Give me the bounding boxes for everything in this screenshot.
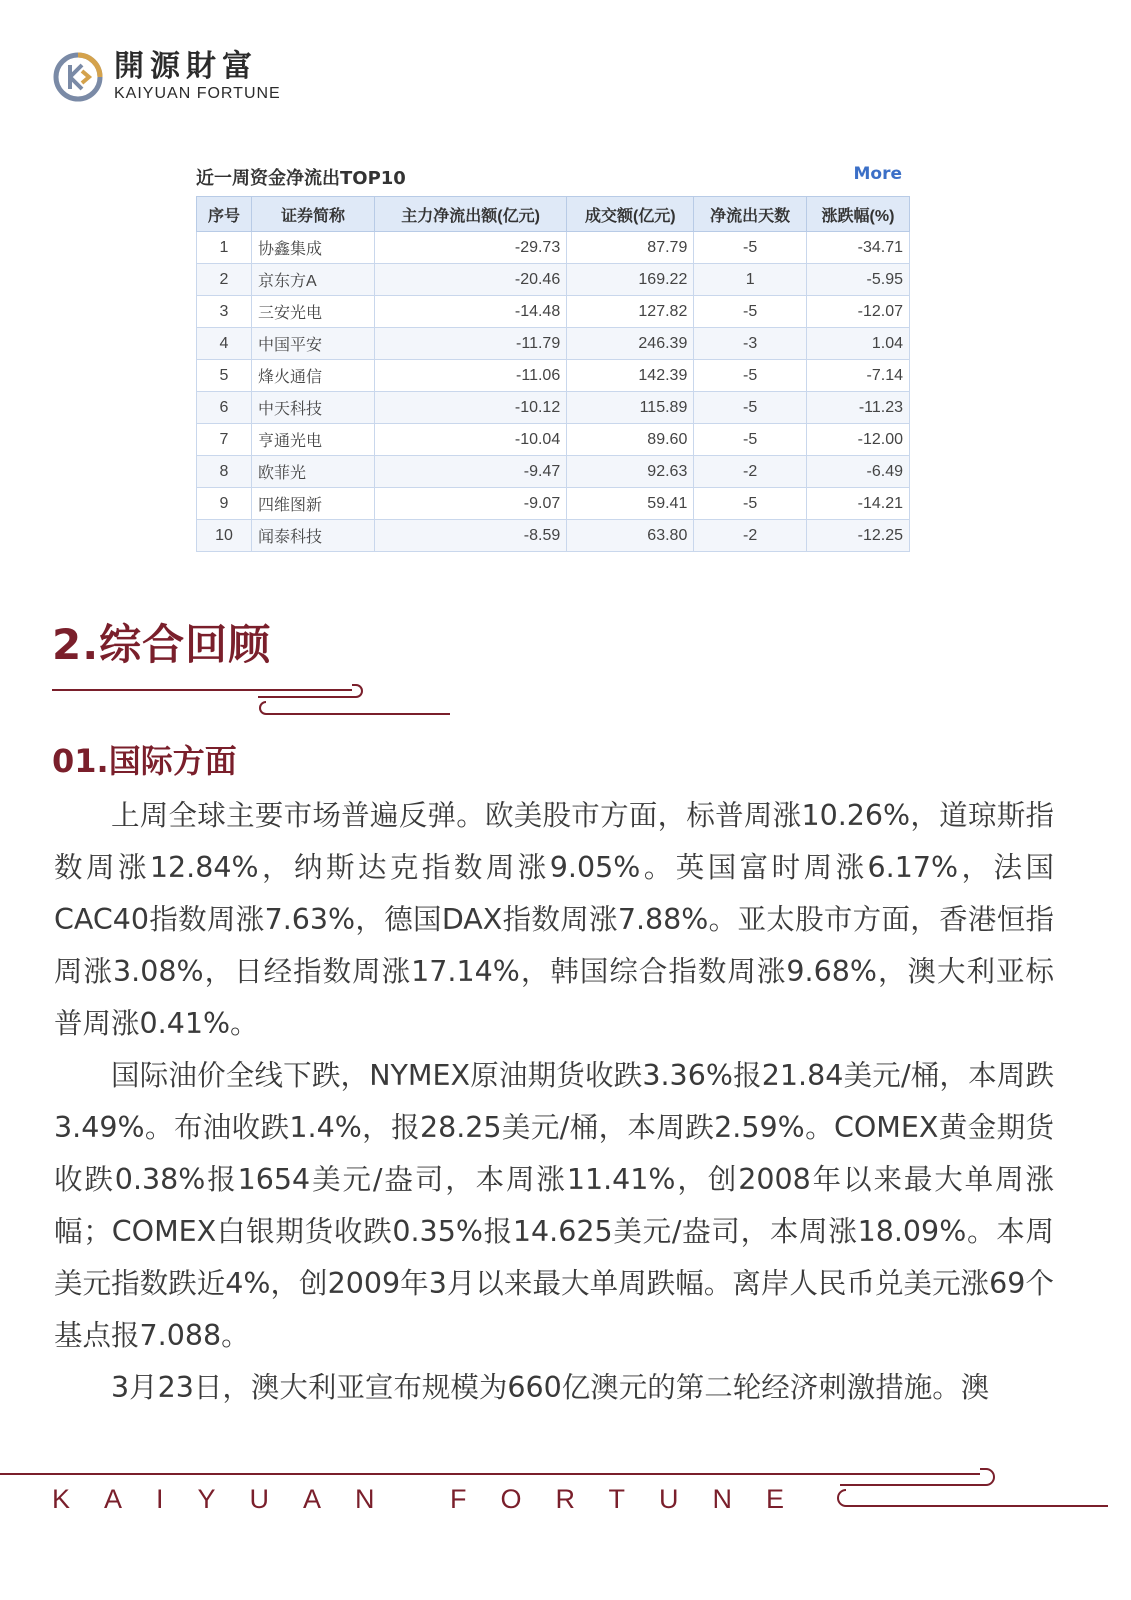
security-name-link[interactable]: 协鑫集成 xyxy=(252,232,375,264)
security-name-link[interactable]: 烽火通信 xyxy=(252,360,375,392)
turnover-value: 89.60 xyxy=(567,424,694,456)
turnover-value: 92.63 xyxy=(567,456,694,488)
security-name-link[interactable]: 四维图新 xyxy=(252,488,375,520)
col-header-name: 证券简称 xyxy=(252,197,375,232)
row-index: 2 xyxy=(197,264,252,296)
outflow-days-value: -5 xyxy=(694,296,807,328)
outflow-days-value: -3 xyxy=(694,328,807,360)
row-index: 3 xyxy=(197,296,252,328)
security-name-link[interactable]: 闻泰科技 xyxy=(252,520,375,552)
row-index: 1 xyxy=(197,232,252,264)
table-row xyxy=(197,232,910,264)
security-name-link[interactable]: 欧菲光 xyxy=(252,456,375,488)
row-index: 6 xyxy=(197,392,252,424)
table-row xyxy=(197,488,910,520)
logo-mark-icon xyxy=(52,51,104,103)
net-outflow-value: -9.47 xyxy=(375,456,567,488)
outflow-days-value: -5 xyxy=(694,424,807,456)
row-index: 8 xyxy=(197,456,252,488)
change-value: -11.23 xyxy=(806,392,909,424)
net-outflow-value: -10.04 xyxy=(375,424,567,456)
row-index: 7 xyxy=(197,424,252,456)
change-value: -5.95 xyxy=(806,264,909,296)
turnover-value: 115.89 xyxy=(567,392,694,424)
more-link[interactable]: More xyxy=(853,164,902,184)
security-name-link[interactable]: 中天科技 xyxy=(252,392,375,424)
turnover-value: 169.22 xyxy=(567,264,694,296)
col-header-outflow-days: 净流出天数 xyxy=(694,197,807,232)
outflow-days-value: -2 xyxy=(694,456,807,488)
change-value: -12.25 xyxy=(806,520,909,552)
security-name-link[interactable]: 三安光电 xyxy=(252,296,375,328)
col-header-index: 序号 xyxy=(197,197,252,232)
brand-logo xyxy=(52,50,281,104)
row-index: 9 xyxy=(197,488,252,520)
col-header-net-outflow: 主力净流出额(亿元) xyxy=(375,197,567,232)
section-title: 2.综合回顾 xyxy=(52,620,272,669)
net-outflow-value: -11.79 xyxy=(375,328,567,360)
security-name-link[interactable]: 京东方A xyxy=(252,264,375,296)
footer xyxy=(0,1468,1131,1528)
body-text xyxy=(54,790,1054,1414)
outflow-days-value: -2 xyxy=(694,520,807,552)
row-index: 10 xyxy=(197,520,252,552)
outflow-days-value: 1 xyxy=(694,264,807,296)
net-outflow-value: -29.73 xyxy=(375,232,567,264)
change-value: -6.49 xyxy=(806,456,909,488)
section-divider xyxy=(52,684,452,718)
security-name-link[interactable]: 亨通光电 xyxy=(252,424,375,456)
table-row xyxy=(197,520,910,552)
turnover-value: 246.39 xyxy=(567,328,694,360)
table-row xyxy=(197,296,910,328)
outflow-days-value: -5 xyxy=(694,232,807,264)
table-row xyxy=(197,456,910,488)
outflow-days-value: -5 xyxy=(694,392,807,424)
change-value: -12.00 xyxy=(806,424,909,456)
change-value: -14.21 xyxy=(806,488,909,520)
paragraph: 3月23日，澳大利亚宣布规模为660亿澳元的第二轮经济刺激措施。澳 xyxy=(111,1371,990,1404)
net-outflow-value: -11.06 xyxy=(375,360,567,392)
subsection-title: 01.国际方面 xyxy=(52,742,237,780)
change-value: -34.71 xyxy=(806,232,909,264)
turnover-value: 63.80 xyxy=(567,520,694,552)
security-name-link[interactable]: 中国平安 xyxy=(252,328,375,360)
table-title: 近一周资金净流出TOP10 xyxy=(196,168,406,189)
outflow-days-value: -5 xyxy=(694,360,807,392)
turnover-value: 142.39 xyxy=(567,360,694,392)
change-value: -7.14 xyxy=(806,360,909,392)
table-header-row xyxy=(197,197,910,232)
net-outflow-table xyxy=(196,196,910,552)
net-outflow-value: -14.48 xyxy=(375,296,567,328)
turnover-value: 127.82 xyxy=(567,296,694,328)
net-outflow-value: -20.46 xyxy=(375,264,567,296)
col-header-change: 涨跌幅(%) xyxy=(806,197,909,232)
net-outflow-value: -10.12 xyxy=(375,392,567,424)
row-index: 4 xyxy=(197,328,252,360)
net-outflow-value: -8.59 xyxy=(375,520,567,552)
turnover-value: 59.41 xyxy=(567,488,694,520)
table-row xyxy=(197,424,910,456)
paragraph: 上周全球主要市场普遍反弹。欧美股市方面，标普周涨10.26%，道琼斯指数周涨12.84%，纳斯达克指数周涨9.05%。英国富时周涨6.17%，法国CAC40指数周涨7.63%，德国DAX指数周涨7.88%。亚太股市方面，香港恒指周涨3.08%，日经指数周涨17.14%，韩国综合指数周涨9.68%，澳大利亚标普周涨0.41%。 xyxy=(54,799,1054,1040)
row-index: 5 xyxy=(197,360,252,392)
net-outflow-value: -9.07 xyxy=(375,488,567,520)
brand-name-cn: 開源財富 xyxy=(114,49,258,84)
table-row xyxy=(197,360,910,392)
change-value: 1.04 xyxy=(806,328,909,360)
table-row xyxy=(197,264,910,296)
brand-name-en: KAIYUAN FORTUNE xyxy=(114,85,281,102)
table-header-bar xyxy=(196,160,908,190)
turnover-value: 87.79 xyxy=(567,232,694,264)
col-header-turnover: 成交额(亿元) xyxy=(567,197,694,232)
table-row xyxy=(197,392,910,424)
footer-brand-text: KAIYUAN FORTUNE xyxy=(52,1484,819,1514)
outflow-days-value: -5 xyxy=(694,488,807,520)
paragraph: 国际油价全线下跌，NYMEX原油期货收跌3.36%报21.84美元/桶，本周跌3.49%。布油收跌1.4%，报28.25美元/桶，本周跌2.59%。COMEX黄金期货收跌0.38%报1654美元/盎司，本周涨11.41%，创2008年以来最大单周涨幅；COMEX白银期货收跌0.35%报14.625美元/盎司，本周涨18.09%。本周美元指数跌近4%，创2009年3月以来最大单周跌幅。离岸人民币兑美元涨69个基点报7.088。 xyxy=(54,1059,1054,1352)
change-value: -12.07 xyxy=(806,296,909,328)
table-row xyxy=(197,328,910,360)
